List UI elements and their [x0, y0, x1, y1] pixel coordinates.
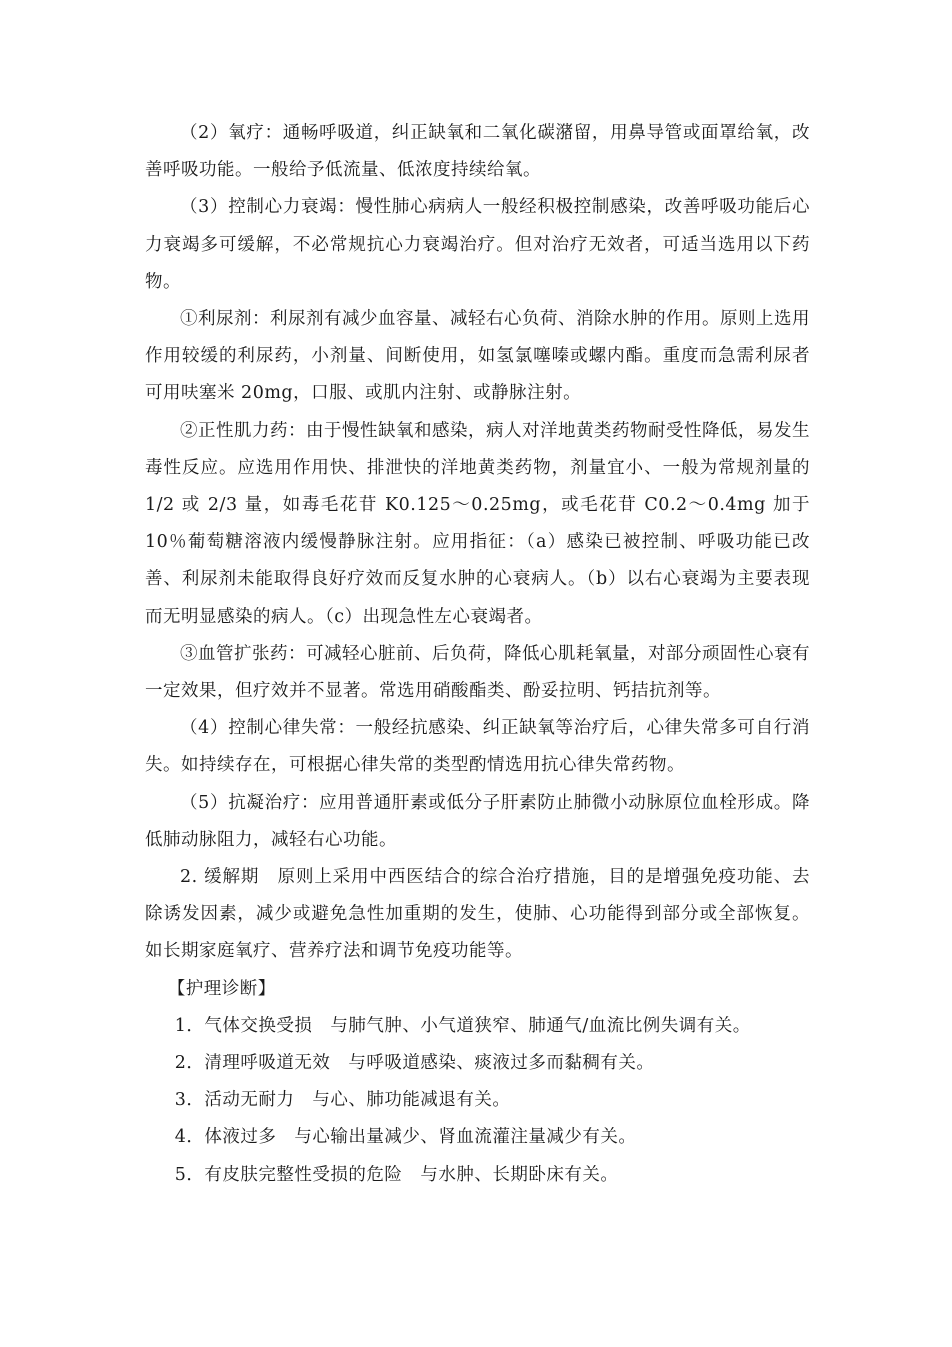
section-heading-nursing-diagnosis: 【护理诊断】: [167, 978, 276, 999]
diagnosis-item: 1．气体交换受损 与肺气肿、小气道狭窄、肺通气/血流比例失调有关。: [174, 1015, 751, 1036]
document-body: [145, 115, 810, 1194]
paragraph-heart-failure-control: （3）控制心力衰竭：慢性肺心病病人一般经积极控制感染，改善呼吸功能后心力衰竭多可缓解，不必常规抗心力衰竭治疗。但对治疗无效者，可适当选用以下药物。: [145, 197, 810, 292]
paragraph-remission-period: 2. 缓解期 原则上采用中西医结合的综合治疗措施，目的是增强免疫功能、去除诱发因素，减少或避免急性加重期的发生，使肺、心功能得到部分或全部恢复。如长期家庭氧疗、营养疗法和调节免疫功能等。: [145, 867, 810, 962]
paragraph-vasodilators: ③血管扩张药：可减轻心脏前、后负荷，降低心肌耗氧量，对部分顽固性心衰有一定效果，但疗效并不显著。常选用硝酸酯类、酚妥拉明、钙拮抗剂等。: [145, 643, 810, 702]
paragraph-diuretics: ①利尿剂：利尿剂有减少血容量、减轻右心负荷、消除水肿的作用。原则上选用作用较缓的利尿药，小剂量、间断使用，如氢氯噻嗪或螺内酯。重度而急需利尿者可用呋塞米 20mg，口服、或肌内注射、或静脉注射。: [145, 309, 810, 404]
paragraph-arrhythmia-control: （4）控制心律失常：一般经抗感染、纠正缺氧等治疗后，心律失常多可自行消失。如持续存在，可根据心律失常的类型酌情选用抗心律失常药物。: [145, 718, 810, 776]
paragraph-inotropic-drugs: ②正性肌力药：由于慢性缺氧和感染，病人对洋地黄类药物耐受性降低，易发生毒性反应。应选用作用快、排泄快的洋地黄类药物，剂量宜小、一般为常规剂量的 1/2 或 2/3 量，如毒毛花苷 K0.125～0.25mg，或毛花苷 C0.2～0.4mg 加于 10％葡萄糖溶液内缓慢静脉注射。应用指征：（a）感染已被控制、呼吸功能已改善、利尿剂未能取得良好疗效而反复水肿的心衰病人。（b）以右心衰竭为主要表现而无明显感染的病人。（c）出现急性左心衰竭者。: [145, 420, 810, 627]
diagnosis-item: 4．体液过多 与心输出量减少、肾血流灌注量减少有关。: [174, 1127, 637, 1148]
paragraph-anticoagulation: （5）抗凝治疗：应用普通肝素或低分子肝素防止肺微小动脉原位血栓形成。降低肺动脉阻力，减轻右心功能。: [145, 792, 810, 850]
diagnosis-item: 3．活动无耐力 与心、肺功能减退有关。: [174, 1090, 511, 1111]
paragraph-oxygen-therapy: （2）氧疗：通畅呼吸道，纠正缺氧和二氧化碳潴留，用鼻导管或面罩给氧，改善呼吸功能。一般给予低流量、低浓度持续给氧。: [145, 123, 810, 181]
diagnosis-item: 2．清理呼吸道无效 与呼吸道感染、痰液过多而黏稠有关。: [174, 1053, 655, 1074]
diagnosis-item: 5．有皮肤完整性受损的危险 与水肿、长期卧床有关。: [174, 1164, 619, 1185]
